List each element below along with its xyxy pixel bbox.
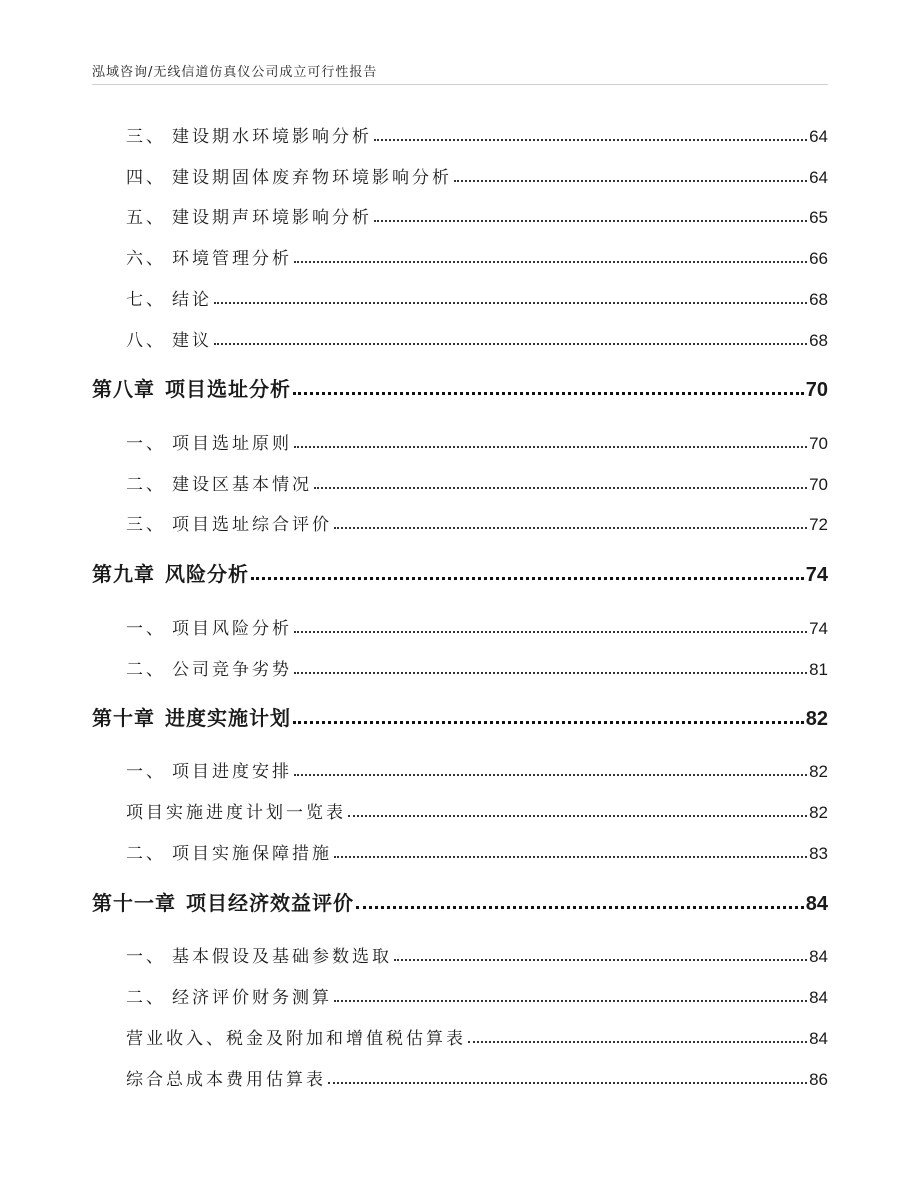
toc-chapter-entry[interactable] <box>92 561 828 587</box>
toc-dot-leader <box>348 815 807 817</box>
toc-entry-number: 四、 <box>126 168 166 188</box>
toc-entry-title: 建设期声环境影响分析 <box>172 208 372 228</box>
toc-entry-title: 项目选址分析 <box>165 377 291 401</box>
toc-entry-number: 二、 <box>126 660 166 680</box>
toc-page-number: 72 <box>809 515 828 534</box>
toc-dot-leader <box>214 302 807 304</box>
toc-dot-leader <box>328 1082 807 1084</box>
toc-section-entry[interactable] <box>92 162 828 188</box>
toc-page-number: 74 <box>809 619 828 638</box>
toc-entry-title: 项目选址原则 <box>172 434 292 454</box>
toc-entry-number: 第九章 <box>92 562 155 586</box>
toc-entry-title: 公司竞争劣势 <box>172 660 292 680</box>
toc-section-entry[interactable] <box>92 428 828 454</box>
toc-page-number: 84 <box>805 893 828 915</box>
toc-entry-number: 六、 <box>126 249 166 269</box>
toc-entry-number: 一、 <box>126 762 166 782</box>
toc-page-number: 64 <box>809 127 828 146</box>
toc-section-entry[interactable] <box>92 243 828 269</box>
toc-dot-leader <box>214 343 807 345</box>
toc-section-entry[interactable] <box>92 654 828 680</box>
toc-table-entry[interactable] <box>92 1064 828 1090</box>
toc-dot-leader <box>374 220 807 222</box>
toc-dot-leader <box>468 1041 807 1043</box>
toc-chapter-entry[interactable] <box>92 376 828 402</box>
toc-dot-leader <box>454 180 807 182</box>
toc-entry-title: 项目进度安排 <box>172 762 292 782</box>
toc-table-entry[interactable] <box>92 797 828 823</box>
toc-section-entry[interactable] <box>92 121 828 147</box>
toc-section-entry[interactable] <box>92 838 828 864</box>
toc-page-number: 84 <box>809 947 828 966</box>
toc-entry-title: 经济评价财务测算 <box>172 988 332 1008</box>
toc-page-number: 84 <box>809 988 828 1007</box>
header-divider <box>92 84 828 85</box>
toc-entry-number: 三、 <box>126 515 166 535</box>
toc-entry-number: 一、 <box>126 947 166 967</box>
toc-entry-number: 第十一章 <box>92 891 176 915</box>
toc-page-number: 68 <box>809 290 828 309</box>
toc-page-number: 82 <box>805 708 828 730</box>
toc-entry-title: 建设期水环境影响分析 <box>172 127 372 147</box>
toc-section-entry[interactable] <box>92 202 828 228</box>
toc-entry-number: 二、 <box>126 475 166 495</box>
toc-section-entry[interactable] <box>92 982 828 1008</box>
toc-dot-leader <box>293 392 804 395</box>
toc-dot-leader <box>294 774 807 776</box>
toc-section-entry[interactable] <box>92 469 828 495</box>
toc-entry-number: 二、 <box>126 844 166 864</box>
toc-entry-number: 三、 <box>126 127 166 147</box>
toc-section-entry[interactable] <box>92 509 828 535</box>
toc-page-number: 84 <box>809 1029 828 1048</box>
toc-page-number: 86 <box>809 1070 828 1089</box>
toc-entry-title: 项目经济效益评价 <box>186 891 354 915</box>
toc-entry-number: 第十章 <box>92 706 155 730</box>
toc-page-number: 70 <box>805 379 828 401</box>
toc-entry-number: 第八章 <box>92 377 155 401</box>
toc-entry-title: 综合总成本费用估算表 <box>126 1070 326 1090</box>
toc-dot-leader <box>293 721 804 724</box>
toc-dot-leader <box>334 856 807 858</box>
toc-section-entry[interactable] <box>92 613 828 639</box>
toc-dot-leader <box>251 577 804 580</box>
toc-dot-leader <box>334 527 807 529</box>
toc-entry-number: 一、 <box>126 434 166 454</box>
toc-dot-leader <box>314 487 807 489</box>
running-header: 泓域咨询/无线信道仿真仪公司成立可行性报告 <box>92 65 378 80</box>
toc-page-number: 66 <box>809 249 828 268</box>
toc-page-number: 68 <box>809 331 828 350</box>
toc-entry-title: 进度实施计划 <box>165 706 291 730</box>
toc-dot-leader <box>294 631 807 633</box>
toc-page-number: 64 <box>809 168 828 187</box>
toc-entry-title: 结论 <box>172 290 212 310</box>
toc-dot-leader <box>356 906 804 909</box>
toc-entry-title: 项目风险分析 <box>172 619 292 639</box>
toc-entry-number: 二、 <box>126 988 166 1008</box>
toc-table-entry[interactable] <box>92 1023 828 1049</box>
toc-entry-title: 建设区基本情况 <box>172 475 312 495</box>
toc-entry-title: 环境管理分析 <box>172 249 292 269</box>
toc-entry-title: 基本假设及基础参数选取 <box>172 947 392 967</box>
toc-page-number: 65 <box>809 208 828 227</box>
toc-section-entry[interactable] <box>92 756 828 782</box>
toc-dot-leader <box>394 959 807 961</box>
toc-dot-leader <box>374 139 807 141</box>
toc-entry-title: 建议 <box>172 331 212 351</box>
toc-dot-leader <box>334 1000 807 1002</box>
toc-page-number: 83 <box>809 844 828 863</box>
toc-chapter-entry[interactable] <box>92 890 828 916</box>
toc-page-number: 70 <box>809 434 828 453</box>
toc-dot-leader <box>294 261 807 263</box>
toc-page-number: 74 <box>805 564 828 586</box>
toc-entry-title: 项目实施保障措施 <box>172 844 332 864</box>
toc-section-entry[interactable] <box>92 284 828 310</box>
toc-entry-title: 建设期固体废弃物环境影响分析 <box>172 168 452 188</box>
toc-section-entry[interactable] <box>92 325 828 351</box>
toc-entry-number: 五、 <box>126 208 166 228</box>
toc-page-number: 70 <box>809 475 828 494</box>
toc-page-number: 82 <box>809 762 828 781</box>
toc-entry-number: 七、 <box>126 290 166 310</box>
toc-page-number: 81 <box>809 660 828 679</box>
toc-dot-leader <box>294 446 807 448</box>
toc-entry-title: 营业收入、税金及附加和增值税估算表 <box>126 1029 466 1049</box>
toc-entry-number: 一、 <box>126 619 166 639</box>
toc-entry-title: 风险分析 <box>165 562 249 586</box>
toc-section-entry[interactable] <box>92 941 828 967</box>
toc-entry-title: 项目实施进度计划一览表 <box>126 803 346 823</box>
toc-chapter-entry[interactable] <box>92 705 828 731</box>
toc-dot-leader <box>294 672 807 674</box>
toc-page-number: 82 <box>809 803 828 822</box>
toc-entry-title: 项目选址综合评价 <box>172 515 332 535</box>
toc-entry-number: 八、 <box>126 331 166 351</box>
